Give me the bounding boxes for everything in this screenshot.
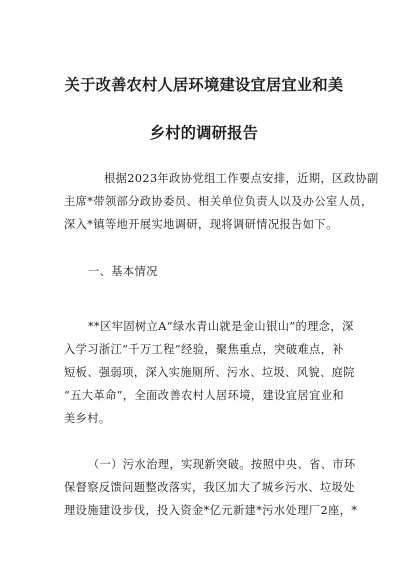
intro-line-3: 深入*镇等地开展实地调研，现将调研情况报告如下。 — [64, 218, 338, 231]
intro-line-2: 主席*带领部分政协委员、相关单位负责人以及办公室人员， — [64, 195, 373, 208]
para1-line-1: **区牢固树立A“绿水青山就是金山银山”的理念，深 — [88, 320, 354, 333]
para2-line-3: 理设施建设步伐，投入资金*亿元新建*污水处理厂2座，* — [64, 504, 358, 517]
section-heading-basic-situation: 一、基本情况 — [88, 265, 158, 278]
para1-line-5: 美乡村。 — [64, 412, 111, 425]
document-title-line-1: 关于改善农村人居环境建设宜居宜业和美 — [64, 76, 344, 94]
intro-line-1: 根据2023年政协党组工作要点安排，近期，区政协副 — [104, 172, 379, 185]
para2-line-1: （一）污水治理，实现新突破。按照中央、省、市环 — [88, 458, 356, 471]
para1-line-4: “五大革命”，全面改善农村人居环境，建设宜居宜业和 — [64, 389, 345, 402]
document-title-line-2: 乡村的调研报告 — [149, 124, 259, 142]
para2-line-2: 保督察反馈问题整改落实，我区加大了城乡污水、垃圾处 — [64, 481, 355, 494]
para1-line-2: 入学习浙江“千万工程”经验，聚焦重点，突破难点，补 — [64, 343, 345, 356]
para1-line-3: 短板、强弱项，深入实施厕所、污水、垃圾、风貌、庭院 — [64, 366, 355, 379]
